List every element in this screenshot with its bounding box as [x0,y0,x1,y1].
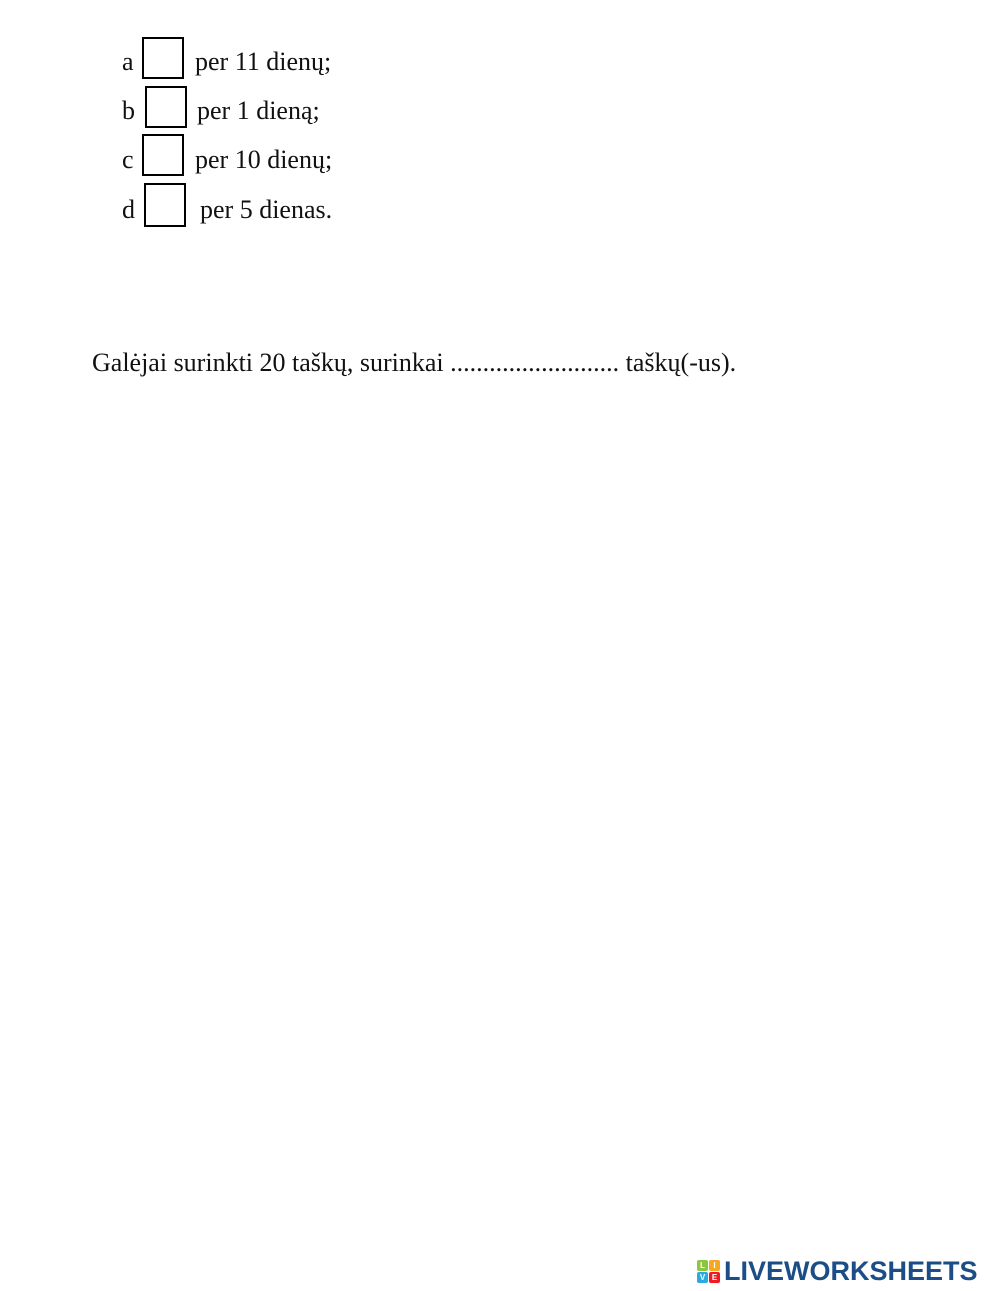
answer-checkbox-a[interactable] [142,37,184,79]
logo-mark-i: I [709,1260,720,1271]
option-letter: d [122,195,135,224]
liveworksheets-logo [697,1255,978,1287]
logo-mark-icon [697,1260,720,1283]
option-text: per 11 dienų; [195,47,332,76]
score-line [92,344,736,382]
answer-checkbox-b[interactable] [145,86,187,128]
option-text: per 5 dienas. [200,195,333,224]
score-blank: .......................... [443,348,626,377]
option-text: per 1 dieną; [197,96,320,125]
logo-mark-v: V [697,1272,708,1283]
option-letter: a [122,47,134,76]
logo-mark-l: L [697,1260,708,1271]
option-text: per 10 dienų; [195,145,333,174]
answer-checkbox-c[interactable] [142,134,184,176]
score-prefix: Galėjai surinkti 20 taškų, surinkai [92,348,444,377]
answer-checkbox-d[interactable] [144,183,186,227]
option-letter: b [122,96,135,125]
logo-mark-e: E [709,1272,720,1283]
logo-text: LIVEWORKSHEETS [724,1256,978,1286]
option-letter: c [122,145,134,174]
score-suffix: taškų(-us). [625,348,737,377]
